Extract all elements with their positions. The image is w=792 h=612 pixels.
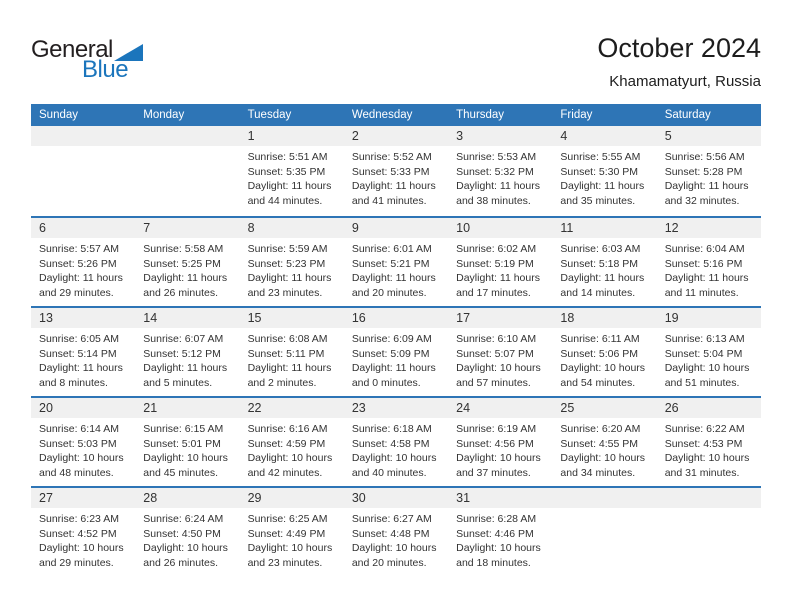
day-number: 8 (240, 218, 344, 238)
sunrise-line: Sunrise: 6:08 AM (247, 333, 328, 345)
day-number: 7 (135, 218, 239, 238)
month-title: October 2024 (597, 33, 761, 63)
day-cell-17 (448, 308, 552, 396)
sunset-line: Sunset: 5:18 PM (560, 257, 639, 270)
day-cell-2 (344, 126, 448, 216)
sunrise-line: Sunrise: 6:25 AM (247, 513, 328, 525)
sunrise-line: Sunrise: 6:13 AM (664, 333, 745, 345)
sunset-line: Sunset: 5:01 PM (143, 437, 221, 450)
day-cell-23 (344, 398, 448, 486)
day-header-tuesday: Tuesday (247, 109, 292, 121)
day-cell-4 (552, 126, 656, 216)
daylight-hours-line: Daylight: 10 hours (39, 452, 124, 464)
calendar-grid (31, 104, 761, 576)
sunset-line: Sunset: 4:53 PM (664, 437, 743, 450)
sunset-line: Sunset: 4:48 PM (351, 527, 430, 540)
sunset-line: Sunset: 5:26 PM (39, 257, 117, 270)
daylight-minutes-line: and 18 minutes. (456, 556, 531, 569)
sunrise-line: Sunrise: 6:05 AM (39, 333, 119, 345)
day-header-saturday: Saturday (664, 109, 711, 121)
sunrise-line: Sunrise: 5:52 AM (351, 151, 432, 163)
sunset-line: Sunset: 5:14 PM (39, 347, 117, 360)
daylight-minutes-line: and 41 minutes. (351, 194, 427, 207)
sunrise-line: Sunrise: 6:27 AM (351, 513, 432, 525)
sunset-line: Sunset: 4:58 PM (351, 437, 430, 450)
daylight-minutes-line: and 35 minutes. (560, 194, 636, 207)
day-number: 23 (344, 398, 448, 418)
sunrise-line: Sunrise: 5:56 AM (664, 151, 745, 163)
sunset-line: Sunset: 4:52 PM (39, 527, 117, 540)
daylight-hours-line: Daylight: 10 hours (560, 362, 646, 374)
daylight-hours-line: Daylight: 11 hours (664, 272, 749, 284)
sunrise-line: Sunrise: 6:24 AM (143, 513, 224, 525)
daylight-hours-line: Daylight: 10 hours (664, 452, 750, 464)
day-cell-empty (135, 126, 239, 216)
daylight-minutes-line: and 8 minutes. (39, 376, 108, 389)
sunrise-line: Sunrise: 5:57 AM (39, 243, 119, 255)
daylight-minutes-line: and 40 minutes. (351, 466, 427, 479)
sunrise-line: Sunrise: 5:53 AM (456, 151, 537, 163)
sunrise-line: Sunrise: 6:11 AM (560, 333, 640, 345)
day-header-thursday: Thursday (456, 109, 505, 121)
day-cell-27 (31, 488, 135, 576)
day-number: 12 (657, 218, 761, 238)
daylight-minutes-line: and 31 minutes. (664, 466, 740, 479)
day-number: 17 (448, 308, 552, 328)
logo-blue-text: Blue (82, 56, 129, 83)
day-cell-13 (31, 308, 135, 396)
daylight-hours-line: Daylight: 10 hours (456, 362, 541, 374)
sunrise-line: Sunrise: 6:10 AM (456, 333, 537, 345)
day-cell-14 (135, 308, 239, 396)
sunset-line: Sunset: 5:19 PM (456, 257, 534, 270)
daylight-minutes-line: and 44 minutes. (247, 194, 323, 207)
day-cell-22 (240, 398, 344, 486)
daylight-minutes-line: and 29 minutes. (39, 286, 114, 299)
sunset-line: Sunset: 4:59 PM (247, 437, 326, 450)
day-cell-29 (240, 488, 344, 576)
sunrise-line: Sunrise: 6:01 AM (351, 243, 432, 255)
day-cell-8 (240, 218, 344, 306)
day-cell-25 (552, 398, 656, 486)
daylight-hours-line: Daylight: 11 hours (664, 180, 749, 192)
day-cell-18 (552, 308, 656, 396)
day-number: 29 (240, 488, 344, 508)
daylight-hours-line: Daylight: 11 hours (247, 362, 332, 374)
sunrise-line: Sunrise: 6:04 AM (664, 243, 745, 255)
sunrise-line: Sunrise: 6:16 AM (247, 423, 328, 435)
daylight-hours-line: Daylight: 11 hours (39, 362, 123, 374)
day-cell-20 (31, 398, 135, 486)
day-number: 10 (448, 218, 552, 238)
sunrise-line: Sunrise: 6:20 AM (560, 423, 641, 435)
sunset-line: Sunset: 5:21 PM (351, 257, 430, 270)
sunset-line: Sunset: 4:56 PM (456, 437, 534, 450)
day-cell-16 (344, 308, 448, 396)
daylight-hours-line: Daylight: 11 hours (247, 180, 332, 192)
logo-general-text: General (31, 36, 113, 63)
daylight-hours-line: Daylight: 11 hours (560, 272, 645, 284)
day-number: 24 (448, 398, 552, 418)
daylight-hours-line: Daylight: 10 hours (456, 452, 541, 464)
day-cell-3 (448, 126, 552, 216)
daylight-minutes-line: and 26 minutes. (143, 286, 218, 299)
sunrise-line: Sunrise: 5:59 AM (247, 243, 328, 255)
daylight-minutes-line: and 45 minutes. (143, 466, 218, 479)
day-number (135, 126, 239, 146)
sunrise-line: Sunrise: 5:51 AM (247, 151, 328, 163)
daylight-hours-line: Daylight: 10 hours (39, 542, 124, 554)
daylight-minutes-line: and 51 minutes. (664, 376, 740, 389)
sunset-line: Sunset: 5:32 PM (456, 165, 534, 178)
daylight-minutes-line: and 11 minutes. (664, 286, 739, 299)
daylight-hours-line: Daylight: 10 hours (143, 452, 228, 464)
sunset-line: Sunset: 5:04 PM (664, 347, 743, 360)
week-row-3 (31, 306, 761, 396)
daylight-minutes-line: and 23 minutes. (247, 556, 323, 569)
day-number: 3 (448, 126, 552, 146)
sunset-line: Sunset: 5:23 PM (247, 257, 326, 270)
daylight-minutes-line: and 23 minutes. (247, 286, 323, 299)
week-row-5 (31, 486, 761, 576)
sunset-line: Sunset: 5:07 PM (456, 347, 534, 360)
sunset-line: Sunset: 4:55 PM (560, 437, 639, 450)
day-header-friday: Friday (560, 109, 593, 121)
day-cell-12 (657, 218, 761, 306)
day-number: 15 (240, 308, 344, 328)
sunset-line: Sunset: 5:35 PM (247, 165, 326, 178)
day-number: 11 (552, 218, 656, 238)
daylight-minutes-line: and 57 minutes. (456, 376, 531, 389)
daylight-minutes-line: and 14 minutes. (560, 286, 636, 299)
daylight-hours-line: Daylight: 11 hours (351, 362, 436, 374)
daylight-hours-line: Daylight: 11 hours (247, 272, 332, 284)
day-number (31, 126, 135, 146)
daylight-minutes-line: and 5 minutes. (143, 376, 213, 389)
day-number: 4 (552, 126, 656, 146)
sunset-line: Sunset: 5:12 PM (143, 347, 221, 360)
sunset-line: Sunset: 4:50 PM (143, 527, 221, 540)
daylight-hours-line: Daylight: 10 hours (351, 542, 437, 554)
day-cell-empty (657, 488, 761, 576)
daylight-minutes-line: and 17 minutes. (456, 286, 531, 299)
day-number: 2 (344, 126, 448, 146)
sunrise-line: Sunrise: 6:19 AM (456, 423, 537, 435)
sunrise-line: Sunrise: 6:07 AM (143, 333, 224, 345)
week-row-4 (31, 396, 761, 486)
day-cell-19 (657, 308, 761, 396)
sunset-line: Sunset: 5:25 PM (143, 257, 221, 270)
daylight-hours-line: Daylight: 11 hours (39, 272, 123, 284)
day-cell-6 (31, 218, 135, 306)
daylight-minutes-line: and 2 minutes. (247, 376, 317, 389)
daylight-hours-line: Daylight: 11 hours (351, 180, 436, 192)
daylight-hours-line: Daylight: 10 hours (351, 452, 437, 464)
daylight-minutes-line: and 42 minutes. (247, 466, 323, 479)
daylight-minutes-line: and 0 minutes. (351, 376, 421, 389)
sunset-line: Sunset: 5:33 PM (351, 165, 430, 178)
day-header-wednesday: Wednesday (351, 109, 413, 121)
sunset-line: Sunset: 4:49 PM (247, 527, 326, 540)
day-cell-10 (448, 218, 552, 306)
day-cell-7 (135, 218, 239, 306)
day-header-sunday: Sunday (39, 109, 79, 121)
day-cell-15 (240, 308, 344, 396)
sunrise-line: Sunrise: 5:55 AM (560, 151, 641, 163)
daylight-minutes-line: and 20 minutes. (351, 286, 427, 299)
day-number: 5 (657, 126, 761, 146)
sunrise-line: Sunrise: 5:58 AM (143, 243, 224, 255)
day-number: 31 (448, 488, 552, 508)
day-cell-26 (657, 398, 761, 486)
day-cell-empty (552, 488, 656, 576)
day-number: 6 (31, 218, 135, 238)
daylight-hours-line: Daylight: 10 hours (456, 542, 541, 554)
sunset-line: Sunset: 5:28 PM (664, 165, 743, 178)
daylight-hours-line: Daylight: 11 hours (560, 180, 645, 192)
sunrise-line: Sunrise: 6:18 AM (351, 423, 432, 435)
sunset-line: Sunset: 5:03 PM (39, 437, 117, 450)
day-number (552, 488, 656, 508)
week-row-2 (31, 216, 761, 306)
sunrise-line: Sunrise: 6:15 AM (143, 423, 224, 435)
day-cell-31 (448, 488, 552, 576)
daylight-hours-line: Daylight: 11 hours (456, 272, 540, 284)
weekday-header-row (31, 104, 761, 126)
location-subtitle: Khamamatyurt, Russia (609, 73, 761, 91)
day-number: 18 (552, 308, 656, 328)
daylight-minutes-line: and 38 minutes. (456, 194, 531, 207)
daylight-hours-line: Daylight: 10 hours (560, 452, 646, 464)
daylight-hours-line: Daylight: 10 hours (247, 542, 333, 554)
daylight-minutes-line: and 26 minutes. (143, 556, 218, 569)
day-cell-21 (135, 398, 239, 486)
day-number: 25 (552, 398, 656, 418)
day-number: 21 (135, 398, 239, 418)
day-number: 16 (344, 308, 448, 328)
day-cell-28 (135, 488, 239, 576)
daylight-hours-line: Daylight: 11 hours (143, 272, 228, 284)
day-number: 26 (657, 398, 761, 418)
day-number: 9 (344, 218, 448, 238)
sunrise-line: Sunrise: 6:09 AM (351, 333, 432, 345)
day-number (657, 488, 761, 508)
sunrise-line: Sunrise: 6:14 AM (39, 423, 119, 435)
day-cell-30 (344, 488, 448, 576)
daylight-minutes-line: and 54 minutes. (560, 376, 636, 389)
daylight-minutes-line: and 34 minutes. (560, 466, 636, 479)
sunrise-line: Sunrise: 6:23 AM (39, 513, 119, 525)
sunrise-line: Sunrise: 6:22 AM (664, 423, 745, 435)
day-number: 27 (31, 488, 135, 508)
sunset-line: Sunset: 5:11 PM (247, 347, 325, 360)
day-number: 30 (344, 488, 448, 508)
daylight-minutes-line: and 20 minutes. (351, 556, 427, 569)
day-number: 14 (135, 308, 239, 328)
day-number: 1 (240, 126, 344, 146)
general-blue-logo (31, 38, 143, 82)
day-number: 28 (135, 488, 239, 508)
daylight-minutes-line: and 48 minutes. (39, 466, 114, 479)
sunrise-line: Sunrise: 6:02 AM (456, 243, 537, 255)
day-number: 13 (31, 308, 135, 328)
sunset-line: Sunset: 4:46 PM (456, 527, 534, 540)
daylight-minutes-line: and 29 minutes. (39, 556, 114, 569)
daylight-hours-line: Daylight: 11 hours (351, 272, 436, 284)
title-block (597, 33, 761, 90)
daylight-hours-line: Daylight: 10 hours (247, 452, 333, 464)
day-cell-11 (552, 218, 656, 306)
daylight-minutes-line: and 32 minutes. (664, 194, 740, 207)
sunrise-line: Sunrise: 6:28 AM (456, 513, 537, 525)
day-cell-1 (240, 126, 344, 216)
day-number: 19 (657, 308, 761, 328)
day-cell-24 (448, 398, 552, 486)
sunrise-line: Sunrise: 6:03 AM (560, 243, 641, 255)
day-number: 22 (240, 398, 344, 418)
day-cell-empty (31, 126, 135, 216)
sunset-line: Sunset: 5:16 PM (664, 257, 743, 270)
day-header-monday: Monday (143, 109, 185, 121)
day-cell-5 (657, 126, 761, 216)
daylight-hours-line: Daylight: 11 hours (143, 362, 228, 374)
sunset-line: Sunset: 5:30 PM (560, 165, 639, 178)
sunset-line: Sunset: 5:06 PM (560, 347, 639, 360)
day-cell-9 (344, 218, 448, 306)
sunset-line: Sunset: 5:09 PM (351, 347, 430, 360)
week-row-1 (31, 126, 761, 216)
day-number: 20 (31, 398, 135, 418)
daylight-hours-line: Daylight: 10 hours (143, 542, 228, 554)
daylight-minutes-line: and 37 minutes. (456, 466, 531, 479)
daylight-hours-line: Daylight: 10 hours (664, 362, 750, 374)
daylight-hours-line: Daylight: 11 hours (456, 180, 540, 192)
